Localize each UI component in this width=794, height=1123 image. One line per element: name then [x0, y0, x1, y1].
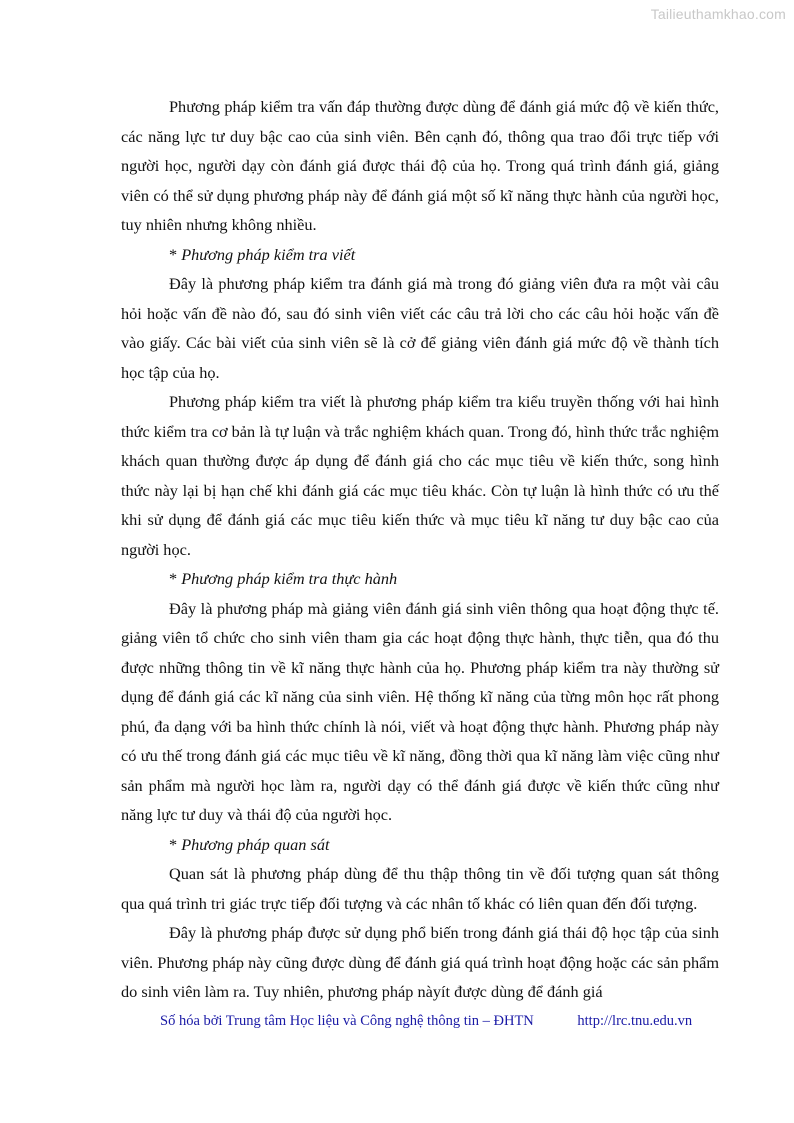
heading-bullet: *: [169, 244, 182, 264]
paragraph: Phương pháp kiểm tra viết là phương pháp kiểm tra kiểu truyền thống với hai hình thức kiểm tra cơ bản là tự luận và trắc nghiệm khách quan. Trong đó, hình thức trắc nghiệm khách quan thường được áp dụng để đánh giá cho các mục tiêu về kiến thức, song hình thức này lại bị hạn chế khi đánh giá các mục tiêu khác. Còn tự luận là hình thức có ưu thế khi sử dụng để đánh giá các mục tiêu kiến thức và mục tiêu kĩ năng tư duy bậc cao của người học.: [121, 392, 719, 559]
document-body: [121, 92, 719, 1007]
paragraph: Đây là phương pháp mà giảng viên đánh giá sinh viên thông qua hoạt động thực tế. giảng viên tổ chức cho sinh viên tham gia các hoạt động thực hành, thực tiễn, qua đó thu được những thông tin về kĩ năng thực hành của họ. Phương pháp kiểm tra này thường sử dụng để đánh giá các kĩ năng của sinh viên. Hệ thống kĩ năng của từng môn học rất phong phú, đa dạng với ba hình thức chính là nói, viết và hoạt động thực hành. Phương pháp này có ưu thế trong đánh giá các mục tiêu về kĩ năng, đồng thời qua kĩ năng làm việc cũng như sản phẩm mà người học làm ra, người dạy có thể đánh giá được về kiến thức cũng như năng lực tư duy và thái độ của người học.: [121, 598, 719, 824]
section-heading: [121, 240, 719, 270]
heading-label: Phương pháp kiểm tra viết: [181, 244, 356, 264]
heading-label: Phương pháp quan sát: [181, 834, 330, 854]
heading-bullet: *: [169, 569, 182, 588]
paragraph: Đây là phương pháp được sử dụng phổ biến trong đánh giá thái độ học tập của sinh viên. Phương pháp này cũng được dùng để đánh giá quá trình hoạt động hoặc các sản phẩm do sinh viên làm ra. Tuy nhiên, phương pháp nàyít được dùng để đánh giá: [121, 923, 719, 1001]
paragraph: Đây là phương pháp kiểm tra đánh giá mà trong đó giảng viên đưa ra một vài câu hỏi hoặc vấn đề nào đó, sau đó sinh viên viết các câu trả lời cho các câu hỏi hoặc vấn đề vào giấy. Các bài viết của sinh viên sẽ là cở để giảng viên đánh giá mức độ về thành tích học tập của họ.: [121, 274, 719, 382]
section-heading: [121, 830, 719, 860]
footer-url[interactable]: http://lrc.tnu.edu.vn: [577, 1013, 693, 1029]
heading-label: Phương pháp kiểm tra thực hành: [181, 569, 398, 588]
heading-bullet: *: [169, 834, 182, 854]
paragraph: Quan sát là phương pháp dùng để thu thập thông tin về đối tượng quan sát thông qua quá trình tri giác trực tiếp đối tượng và các nhân tố khác có liên quan đến đối tượng.: [121, 864, 719, 913]
watermark: Tailieuthamkhao.com: [650, 6, 786, 22]
footer-credit: Số hóa bởi Trung tâm Học liệu và Công nghệ thông tin – ĐHTN: [160, 1013, 534, 1029]
paragraph: Phương pháp kiểm tra vấn đáp thường được dùng để đánh giá mức độ về kiến thức, các năng lực tư duy bậc cao của sinh viên. Bên cạnh đó, thông qua trao đổi trực tiếp với người học, người dạy còn đánh giá được thái độ của họ. Trong quá trình đánh giá, giảng viên có thể sử dụng phương pháp này để đánh giá một số kĩ năng thực hành của người học, tuy nhiên nhưng không nhiều.: [121, 97, 719, 234]
page-footer: [160, 1013, 692, 1030]
section-heading: [121, 564, 719, 594]
